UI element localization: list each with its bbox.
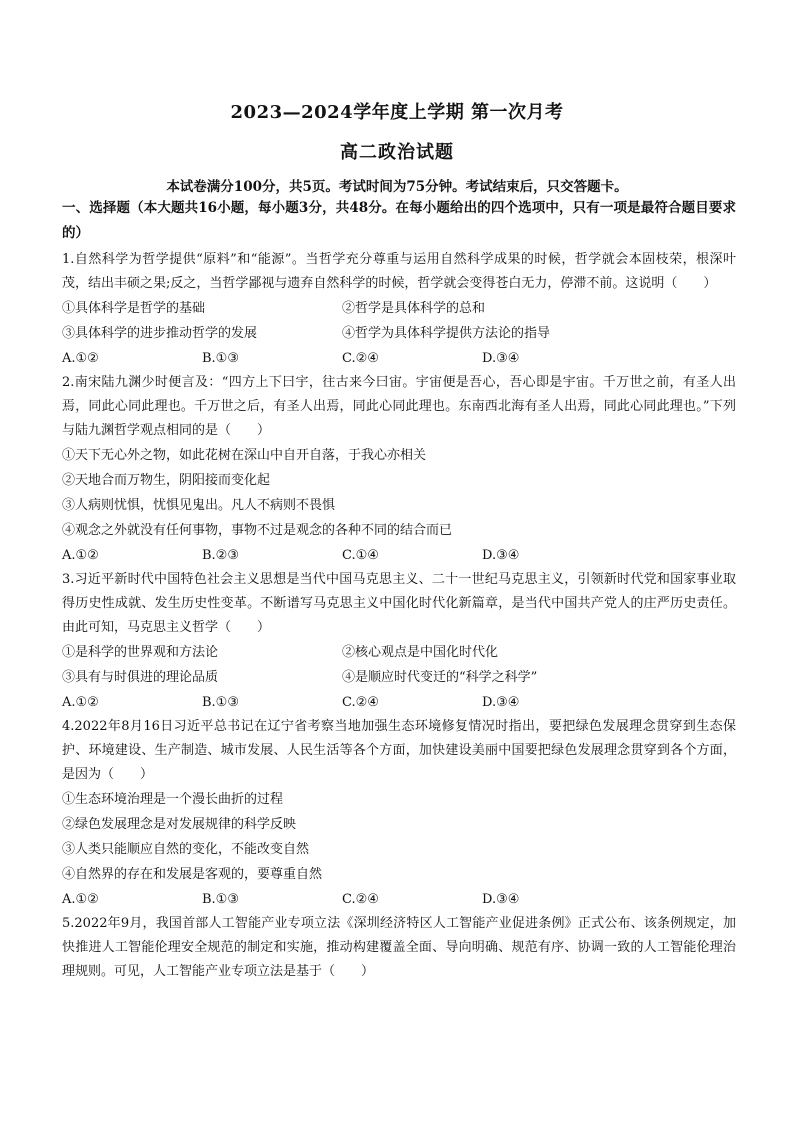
statement-row bbox=[62, 321, 736, 346]
choice-a: A.①② bbox=[62, 892, 99, 907]
statement: ③人类只能顺应自然的变化，不能改变自然 bbox=[62, 842, 310, 857]
question-stem: 2.南宋陆九渊少时便言及：“四方上下曰宇，往古来今曰宙。宇宙便是吾心，吾心即是宇宙。千万世之前，有圣人出焉，同此心同此理也。千万世之后，有圣人出焉，同此心同此理也。东南西北海有圣人出焉，同此心同此理也。”下列与陆九渊哲学观点相同的是（ ） bbox=[62, 375, 736, 438]
question-2 bbox=[62, 371, 736, 568]
statement: ①具体科学是哲学的基础 bbox=[62, 301, 206, 316]
statement-row bbox=[62, 640, 736, 665]
choice-c: C.①④ bbox=[342, 548, 379, 563]
statement: ④哲学为具体科学提供方法论的指导 bbox=[342, 326, 551, 341]
choice-d: D.③④ bbox=[482, 892, 520, 907]
statement: ③具体科学的进步推动哲学的发展 bbox=[62, 326, 258, 341]
choice-b: B.①③ bbox=[202, 892, 239, 907]
question-5 bbox=[62, 912, 736, 984]
statement-row bbox=[62, 665, 736, 690]
choice-a: A.①② bbox=[62, 548, 99, 563]
choice-d: D.③④ bbox=[482, 548, 520, 563]
choice-c: C.②④ bbox=[342, 892, 379, 907]
section-heading: 一、选择题（本大题共16小题，每小题3分，共48分。在每小题给出的四个选项中，只有一项是最符合题目要求的） bbox=[62, 200, 736, 241]
choice-b: B.①③ bbox=[202, 695, 239, 710]
statement: ③人病则忧惧，忧惧见鬼出。凡人不病则不畏惧 bbox=[62, 498, 336, 513]
exam-note: 本试卷满分100分，共5页。考试时间为75分钟。考试结束后，只交答题卡。 bbox=[166, 179, 628, 195]
question-stem: 4.2022年8月16日习近平总书记在辽宁省考察当地加强生态环境修复情况时指出，要把绿色发展理念贯穿到生态保护、环境建设、生产制造、城市发展、人民生活等各个方面，加快建设美丽中国要把绿色发展理念贯穿到各个方面，是因为（ ） bbox=[62, 719, 736, 782]
statement: ②天地合而万物生，阴阳接而变化起 bbox=[62, 473, 271, 488]
question-stem: 1.自然科学为哲学提供“原料”和“能源”。当哲学充分尊重与运用自然科学成果的时候，哲学就会本固枝荣，根深叶茂，结出丰硕之果;反之，当哲学鄙视与遗弃自然科学的时候，哲学就会变得苍白无力，停滞不前。这说明（ ） bbox=[62, 252, 736, 291]
choice-c: C.②④ bbox=[342, 351, 379, 366]
choice-row bbox=[62, 346, 736, 371]
statement: ①是科学的世界观和方法论 bbox=[62, 645, 219, 660]
choice-a: A.①② bbox=[62, 351, 99, 366]
exam-subtitle: 高二政治试题 bbox=[340, 142, 454, 163]
question-3 bbox=[62, 568, 736, 715]
question-1 bbox=[62, 248, 736, 371]
statement: ②绿色发展理念是对发展规律的科学反映 bbox=[62, 817, 297, 832]
choice-d: D.③④ bbox=[482, 695, 520, 710]
question-stem: 3.习近平新时代中国特色社会主义思想是当代中国马克思主义、二十一世纪马克思主义，引领新时代党和国家事业取得历史性成就、发生历史性变革。不断谱写马克思主义中国化时代化新篇章，是当代中国共产党人的庄严历史责任。由此可知，马克思主义哲学（ ） bbox=[62, 572, 736, 635]
statement: ①天下无心外之物，如此花树在深山中自开自落，于我心亦相关 bbox=[62, 448, 427, 463]
choice-d: D.③④ bbox=[482, 351, 520, 366]
choice-b: B.②③ bbox=[202, 548, 239, 563]
question-4 bbox=[62, 715, 736, 912]
question-stem: 5.2022年9月，我国首部人工智能产业专项立法《深圳经济特区人工智能产业促进条例》正式公布、该条例规定，加快推进人工智能伦理安全规范的制定和实施，推动构建覆盖全面、导向明确、规范有序、协调一致的人工智能伦理治理规则。可见，人工智能产业专项立法是基于（ ） bbox=[62, 916, 736, 979]
statement: ②核心观点是中国化时代化 bbox=[342, 645, 499, 660]
exam-title: 2023—2024学年度上学期 第一次月考 bbox=[230, 102, 564, 123]
statement: ③具有与时俱进的理论品质 bbox=[62, 670, 219, 685]
statement: ④是顺应时代变迁的“科学之科学” bbox=[342, 670, 538, 685]
statement-row bbox=[62, 296, 736, 321]
choice-a: A.①② bbox=[62, 695, 99, 710]
choice-c: C.②④ bbox=[342, 695, 379, 710]
statement: ④观念之外就没有任何事物，事物不过是观念的各种不同的结合而已 bbox=[62, 523, 453, 538]
exam-content bbox=[62, 196, 736, 984]
choice-b: B.①③ bbox=[202, 351, 239, 366]
choice-row bbox=[62, 690, 736, 715]
statement: ④自然界的存在和发展是客观的，要尊重自然 bbox=[62, 867, 323, 882]
statement: ①生态环境治理是一个漫长曲折的过程 bbox=[62, 792, 284, 807]
choice-row bbox=[62, 887, 736, 912]
statement: ②哲学是具体科学的总和 bbox=[342, 301, 486, 316]
choice-row bbox=[62, 543, 736, 568]
